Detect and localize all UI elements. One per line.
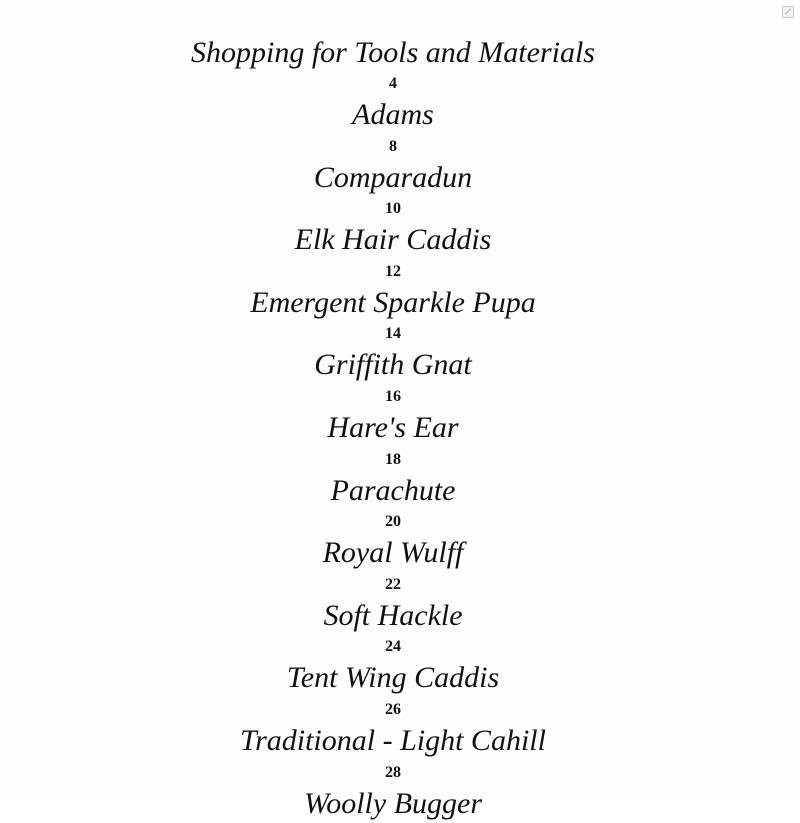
- toc-entry-title: Tent Wing Caddis: [286, 661, 500, 695]
- toc-entry-title: Hare's Ear: [327, 410, 459, 444]
- toc-entry: [0, 385, 786, 448]
- toc-page-number: 24: [385, 638, 401, 656]
- toc-page-number: 8: [389, 137, 397, 155]
- toc-entry: [0, 448, 786, 511]
- toc-page-number: 26: [385, 700, 401, 718]
- toc-entry: [0, 135, 786, 198]
- toc-entry-title: Royal Wulff: [322, 536, 464, 570]
- toc-entry: [0, 573, 786, 636]
- toc-page-number: 28: [385, 763, 401, 781]
- toc-page-number: 10: [385, 200, 401, 218]
- toc-page-number: 4: [389, 75, 397, 92]
- toc-entry-title: Griffith Gnat: [314, 348, 472, 382]
- toc-entry: [0, 761, 786, 823]
- toc-entry-title: Woolly Bugger: [303, 786, 483, 820]
- toc-entry: [0, 510, 786, 573]
- toc-entry-title: Adams: [352, 98, 434, 131]
- toc-entry: [0, 197, 786, 260]
- toc-entry-title: Traditional - Light Cahill: [240, 723, 546, 757]
- toc-page-number: 18: [385, 450, 401, 468]
- toc-entry-title: Emergent Sparkle Pupa: [250, 285, 536, 319]
- toc-entry-title: Comparadun: [313, 160, 473, 194]
- table-of-contents: [0, 34, 786, 823]
- toc-entry-title: Soft Hackle: [323, 598, 463, 632]
- toc-entry: [0, 635, 786, 698]
- image-placeholder-icon: [782, 6, 794, 18]
- toc-entry: [0, 260, 786, 323]
- toc-page-number: 20: [385, 513, 401, 531]
- toc-page-number: 12: [385, 262, 401, 280]
- toc-title: Shopping for Tools and Materials: [191, 36, 595, 69]
- toc-entry: [0, 698, 786, 761]
- toc-page-number: 14: [385, 325, 401, 343]
- toc-page-number: 22: [385, 575, 401, 593]
- toc-entry-title: Parachute: [330, 473, 456, 507]
- toc-entry: [0, 72, 786, 135]
- toc-entry: [0, 322, 786, 385]
- toc-entry-title: Elk Hair Caddis: [294, 223, 492, 257]
- toc-page-number: 16: [385, 387, 401, 405]
